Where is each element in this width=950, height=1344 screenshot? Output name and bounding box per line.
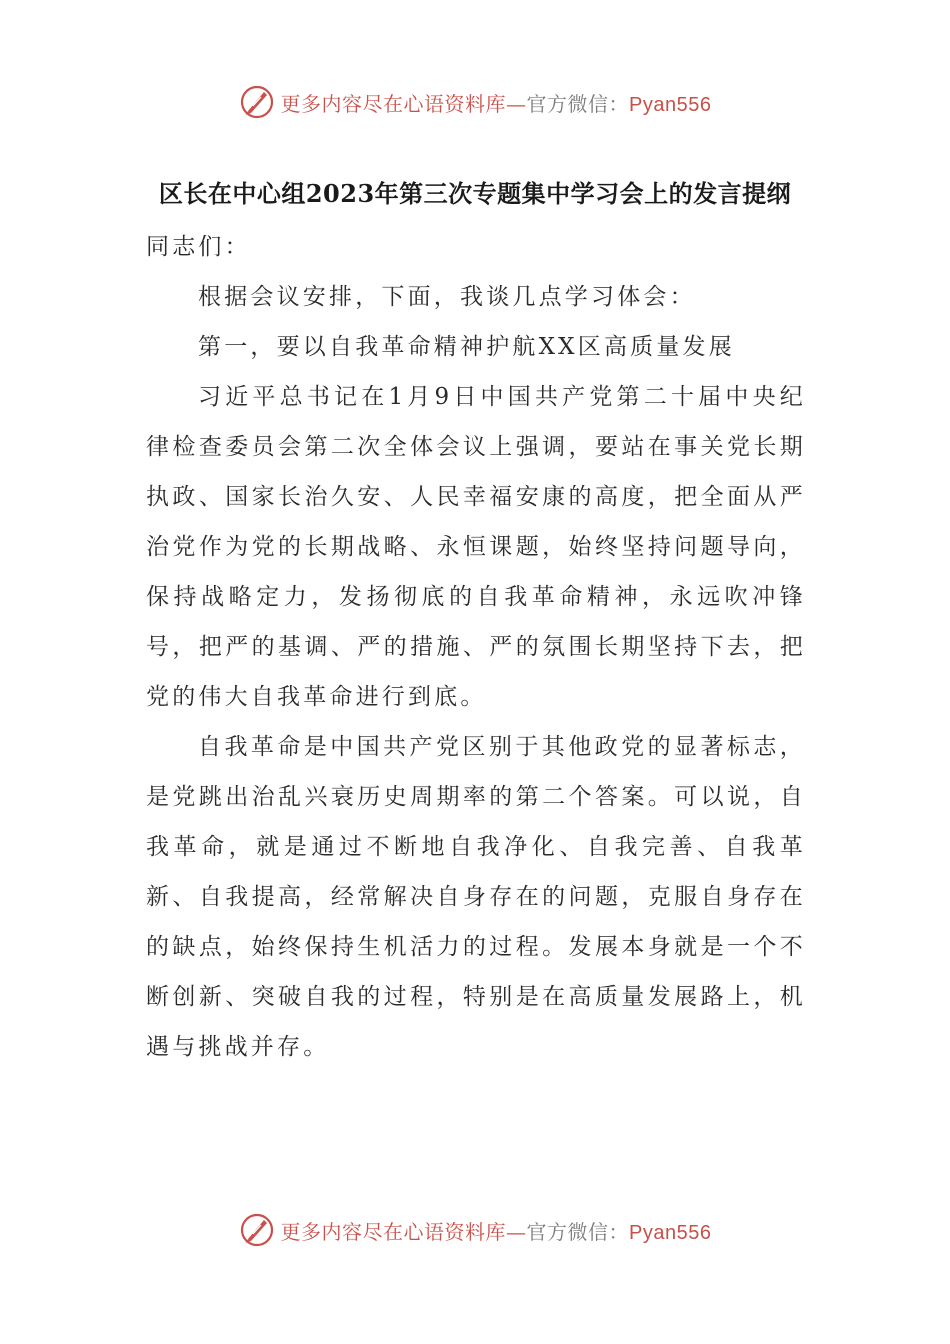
- banner-slogan: 更多内容尽在心语资料库: [280, 91, 507, 116]
- banner-text: [281, 1216, 712, 1245]
- document-title: 区长在中心组2023年第三次专题集中学习会上的发言提纲: [158, 179, 792, 208]
- section-heading: 第一，要以自我革命精神护航XX区高质量发展: [198, 334, 735, 360]
- paragraph: 自我革命是中国共产党区别于其他政党的显著标志，是党跳出治乱兴衰历史周期率的第二个答案。可以说，自我革命，就是通过不断地自我净化、自我完善、自我革新、自我提高，经常解决自身存在的问题，克服自身存在的缺点，始终保持生机活力的过程。发展本身就是一个不断创新、突破自我的过程，特别是在高质量发展路上，机遇与挑战并存。: [146, 734, 806, 1060]
- document-body: [146, 222, 806, 1072]
- quill-pen-logo-icon: [239, 1212, 275, 1248]
- quill-pen-logo-icon: [239, 84, 275, 120]
- header-banner: [0, 80, 950, 124]
- banner-handle: Pyan556: [629, 1221, 712, 1244]
- banner-handle: Pyan556: [629, 93, 712, 116]
- banner-dash: —: [506, 1219, 527, 1244]
- salutation: 同志们：: [146, 234, 251, 260]
- banner-dash: —: [506, 91, 527, 116]
- banner-slogan: 更多内容尽在心语资料库: [280, 1219, 507, 1244]
- banner-wechat-label: 官方微信：: [526, 91, 630, 116]
- footer-banner: [0, 1208, 950, 1252]
- banner-text: [281, 88, 712, 117]
- paragraph: 习近平总书记在1月9日中国共产党第二十届中央纪律检查委员会第二次全体会议上强调，要站在事关党长期执政、国家长治久安、人民幸福安康的高度，把全面从严治党作为党的长期战略、永恒课题，始终坚持问题导向，保持战略定力，发扬彻底的自我革命精神，永远吹冲锋号，把严的基调、严的措施、严的氛围长期坚持下去，把党的伟大自我革命进行到底。: [146, 384, 806, 710]
- banner-wechat-label: 官方微信：: [526, 1219, 630, 1244]
- paragraph: 根据会议安排，下面，我谈几点学习体会：: [198, 284, 696, 310]
